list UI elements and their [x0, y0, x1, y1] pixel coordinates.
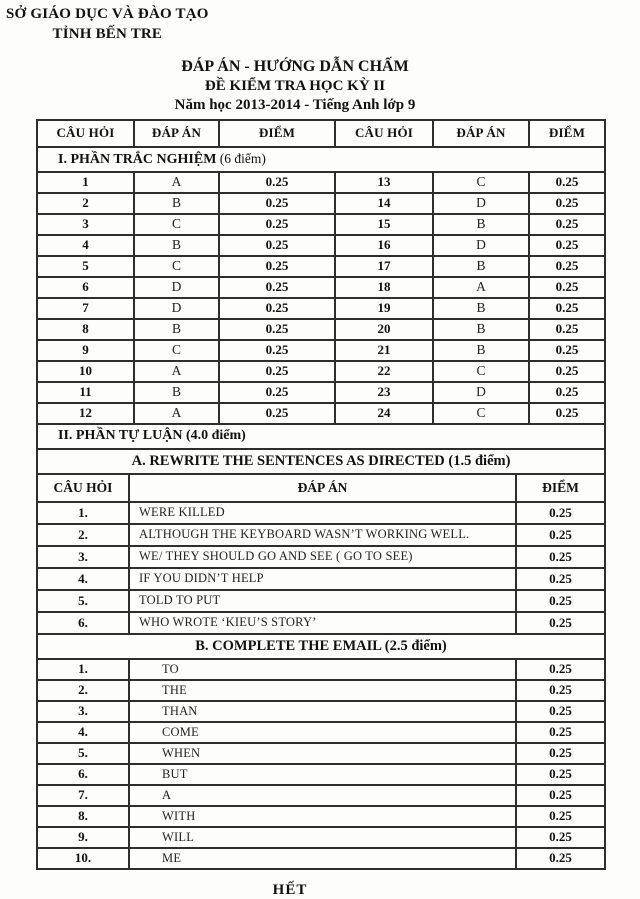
- school-year-line: Năm học 2013-2014 - Tiếng Anh lớp 9: [174, 96, 416, 113]
- answer-cell: WITH: [129, 806, 516, 827]
- points-cell: 0.25: [529, 319, 605, 340]
- points-cell: 0.25: [516, 524, 605, 546]
- question-cell: 16: [335, 235, 433, 256]
- answer-row: [37, 764, 605, 785]
- question-cell: 21: [335, 340, 433, 361]
- answer-cell: B: [134, 193, 219, 214]
- points-cell: 0.25: [516, 848, 605, 869]
- points-cell: 0.25: [516, 743, 605, 764]
- question-cell: 18: [335, 277, 433, 298]
- section-ii-title: II. PHẦN TỰ LUẬN (4.0 điểm): [37, 424, 605, 449]
- column-header-answer-1: ĐÁP ÁN: [134, 120, 219, 147]
- answer-cell: WHEN: [129, 743, 516, 764]
- points-cell: 0.25: [516, 701, 605, 722]
- essay-table: [36, 423, 606, 870]
- question-cell: 23: [335, 382, 433, 403]
- points-cell: 0.25: [529, 403, 605, 424]
- points-cell: 0.25: [516, 722, 605, 743]
- points-cell: 0.25: [219, 235, 335, 256]
- points-cell: 0.25: [529, 214, 605, 235]
- section-ii-row: [37, 424, 605, 449]
- question-cell: 17: [335, 256, 433, 277]
- answer-cell: A: [134, 403, 219, 424]
- points-cell: 0.25: [219, 319, 335, 340]
- points-cell: 0.25: [529, 193, 605, 214]
- answer-cell: C: [134, 214, 219, 235]
- answer-cell: A: [134, 172, 219, 193]
- answer-cell: IF YOU DIDN’T HELP: [129, 568, 516, 590]
- question-cell: 14: [335, 193, 433, 214]
- mc-row: [37, 361, 605, 382]
- points-cell: 0.25: [516, 764, 605, 785]
- points-cell: 0.25: [516, 612, 605, 634]
- answer-cell: B: [134, 235, 219, 256]
- points-cell: 0.25: [219, 277, 335, 298]
- points-cell: 0.25: [529, 277, 605, 298]
- essay-header-row: [37, 474, 605, 502]
- question-cell: 1: [37, 172, 134, 193]
- question-cell: 22: [335, 361, 433, 382]
- answer-cell: ALTHOUGH THE KEYBOARD WASN’T WORKING WELL.: [129, 524, 516, 546]
- answer-row: [37, 612, 605, 634]
- province-name: TỈNH BẾN TRE: [52, 25, 163, 42]
- answer-cell: WERE KILLED: [129, 502, 516, 524]
- column-header-points-1: ĐIỂM: [219, 120, 335, 147]
- points-cell: 0.25: [529, 235, 605, 256]
- mc-row: [37, 277, 605, 298]
- mc-row: [37, 403, 605, 424]
- column-header-question-1: CÂU HỎI: [37, 120, 134, 147]
- points-cell: 0.25: [219, 361, 335, 382]
- question-cell: 10.: [37, 848, 129, 869]
- points-cell: 0.25: [516, 502, 605, 524]
- question-cell: 6.: [37, 612, 129, 634]
- answer-cell: B: [134, 319, 219, 340]
- question-cell: 9.: [37, 827, 129, 848]
- points-cell: 0.25: [516, 680, 605, 701]
- question-cell: 9: [37, 340, 134, 361]
- part-a-title-row: [37, 449, 605, 474]
- issuing-authority: [6, 5, 209, 45]
- answer-cell: B: [433, 298, 529, 319]
- question-cell: 7: [37, 298, 134, 319]
- mc-row: [37, 235, 605, 256]
- question-cell: 4.: [37, 568, 129, 590]
- question-cell: 2: [37, 193, 134, 214]
- answer-row: [37, 568, 605, 590]
- answer-cell: WHO WROTE ‘KIEU’S STORY’: [129, 612, 516, 634]
- question-cell: 3: [37, 214, 134, 235]
- part-a-title: A. REWRITE THE SENTENCES AS DIRECTED (1.5 điểm): [37, 449, 605, 474]
- mc-row: [37, 256, 605, 277]
- mc-row: [37, 340, 605, 361]
- answer-row: [37, 722, 605, 743]
- document-subtitle: ĐỀ KIỂM TRA HỌC KỲ II: [204, 77, 386, 94]
- points-cell: 0.25: [219, 193, 335, 214]
- answer-cell: THAN: [129, 701, 516, 722]
- points-cell: 0.25: [219, 403, 335, 424]
- mc-row: [37, 298, 605, 319]
- column-header-points-2: ĐIỂM: [529, 120, 605, 147]
- column-header-question-2: CÂU HỎI: [335, 120, 433, 147]
- answer-cell: C: [134, 256, 219, 277]
- points-cell: 0.25: [516, 806, 605, 827]
- question-cell: 3.: [37, 701, 129, 722]
- question-cell: 6.: [37, 764, 129, 785]
- points-cell: 0.25: [529, 382, 605, 403]
- answer-cell: COME: [129, 722, 516, 743]
- answer-row: [37, 785, 605, 806]
- question-cell: 2.: [37, 524, 129, 546]
- answer-row: [37, 524, 605, 546]
- question-cell: 11: [37, 382, 134, 403]
- points-cell: 0.25: [219, 382, 335, 403]
- answer-cell: D: [433, 193, 529, 214]
- column-header-answer-2: ĐÁP ÁN: [433, 120, 529, 147]
- answer-cell: C: [433, 172, 529, 193]
- answer-row: [37, 827, 605, 848]
- points-cell: 0.25: [219, 340, 335, 361]
- question-cell: 12: [37, 403, 134, 424]
- answer-cell: A: [433, 277, 529, 298]
- points-cell: 0.25: [516, 827, 605, 848]
- points-cell: 0.25: [516, 546, 605, 568]
- question-cell: 7.: [37, 785, 129, 806]
- answer-cell: B: [433, 340, 529, 361]
- points-cell: 0.25: [529, 298, 605, 319]
- answer-cell: D: [134, 298, 219, 319]
- points-cell: 0.25: [219, 256, 335, 277]
- question-cell: 5: [37, 256, 134, 277]
- points-cell: 0.25: [516, 568, 605, 590]
- multiple-choice-table: [36, 119, 606, 425]
- answer-cell: B: [433, 214, 529, 235]
- question-cell: 19: [335, 298, 433, 319]
- answer-row: [37, 546, 605, 568]
- document-title: ĐÁP ÁN - HƯỚNG DẪN CHẤM: [181, 57, 409, 75]
- answer-cell: WILL: [129, 827, 516, 848]
- question-cell: 2.: [37, 680, 129, 701]
- question-cell: 10: [37, 361, 134, 382]
- question-cell: 15: [335, 214, 433, 235]
- answer-row: [37, 743, 605, 764]
- answer-cell: B: [433, 319, 529, 340]
- section-i-row: [37, 147, 605, 172]
- points-cell: 0.25: [219, 172, 335, 193]
- points-cell: 0.25: [516, 659, 605, 680]
- answer-cell: ME: [129, 848, 516, 869]
- points-cell: 0.25: [516, 785, 605, 806]
- question-cell: 5.: [37, 743, 129, 764]
- answer-row: [37, 680, 605, 701]
- answer-cell: WE/ THEY SHOULD GO AND SEE ( GO TO SEE): [129, 546, 516, 568]
- answer-row: [37, 502, 605, 524]
- answer-row: [37, 848, 605, 869]
- answer-cell: TOLD TO PUT: [129, 590, 516, 612]
- document-title-block: [11, 58, 579, 114]
- answer-cell: TO: [129, 659, 516, 680]
- answer-cell: D: [433, 235, 529, 256]
- question-cell: 4: [37, 235, 134, 256]
- mc-row: [37, 319, 605, 340]
- mc-header-row: [37, 120, 605, 147]
- answer-cell: C: [433, 403, 529, 424]
- column-header-answer: ĐÁP ÁN: [129, 474, 516, 502]
- section-i-points: (6 điểm): [216, 150, 266, 166]
- mc-row: [37, 193, 605, 214]
- question-cell: 1.: [37, 502, 129, 524]
- question-cell: 4.: [37, 722, 129, 743]
- question-cell: 6: [37, 277, 134, 298]
- points-cell: 0.25: [529, 340, 605, 361]
- points-cell: 0.25: [529, 172, 605, 193]
- part-b-title-row: [37, 634, 605, 659]
- points-cell: 0.25: [219, 298, 335, 319]
- end-of-document-label: HẾT: [272, 881, 308, 898]
- answer-cell: D: [134, 277, 219, 298]
- answer-cell: C: [433, 361, 529, 382]
- part-b-title: B. COMPLETE THE EMAIL (2.5 điểm): [37, 634, 605, 659]
- mc-row: [37, 172, 605, 193]
- mc-row: [37, 214, 605, 235]
- department-name: SỞ GIÁO DỤC VÀ ĐÀO TẠO: [6, 6, 209, 22]
- section-i-title: [37, 147, 605, 172]
- points-cell: 0.25: [529, 256, 605, 277]
- answer-cell: C: [134, 340, 219, 361]
- column-header-points: ĐIỂM: [516, 474, 605, 502]
- answer-cell: B: [433, 256, 529, 277]
- question-cell: 1.: [37, 659, 129, 680]
- question-cell: 8: [37, 319, 134, 340]
- answer-cell: THE: [129, 680, 516, 701]
- question-cell: 8.: [37, 806, 129, 827]
- points-cell: 0.25: [219, 214, 335, 235]
- question-cell: 20: [335, 319, 433, 340]
- points-cell: 0.25: [529, 361, 605, 382]
- answer-cell: B: [134, 382, 219, 403]
- answer-cell: D: [433, 382, 529, 403]
- question-cell: 3.: [37, 546, 129, 568]
- answer-cell: BUT: [129, 764, 516, 785]
- question-cell: 24: [335, 403, 433, 424]
- section-i-label: I. PHẦN TRẮC NGHIỆM: [58, 151, 217, 167]
- points-cell: 0.25: [516, 590, 605, 612]
- answer-cell: A: [129, 785, 516, 806]
- answer-row: [37, 701, 605, 722]
- answer-row: [37, 659, 605, 680]
- question-cell: 13: [335, 172, 433, 193]
- answer-row: [37, 590, 605, 612]
- mc-row: [37, 382, 605, 403]
- question-cell: 5.: [37, 590, 129, 612]
- answer-row: [37, 806, 605, 827]
- answer-cell: A: [134, 361, 219, 382]
- column-header-question: CÂU HỎI: [37, 474, 129, 502]
